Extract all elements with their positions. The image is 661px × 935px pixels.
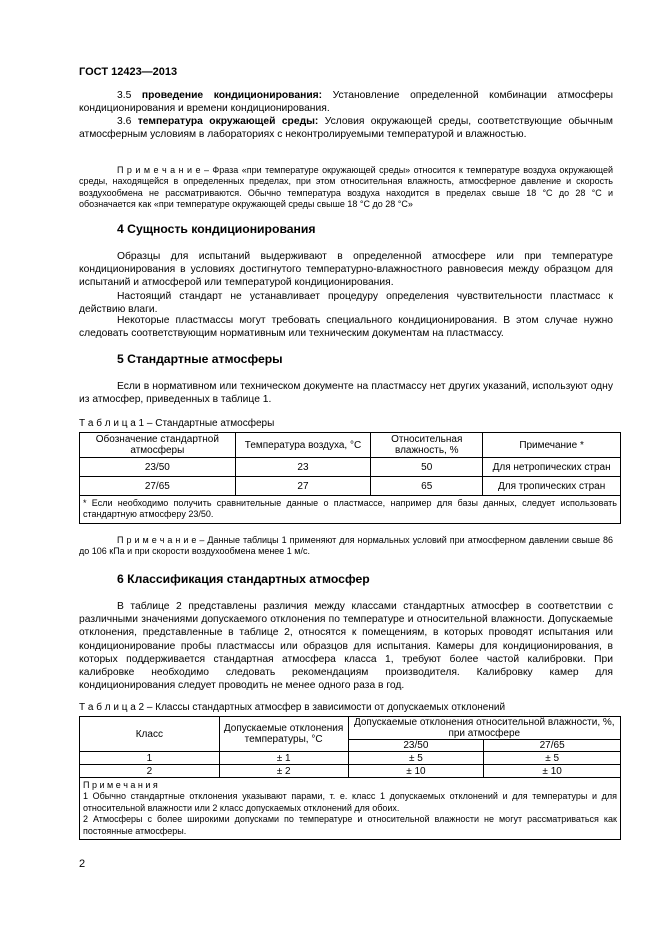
table-header-cell: Температура воздуха, °С [235, 433, 371, 458]
table-cell: Для нетропических стран [483, 458, 621, 477]
table-header-cell: Обозначение стандартной атмосферы [80, 433, 236, 458]
table-cell: ± 1 [219, 752, 348, 765]
table-row [80, 752, 621, 765]
section-4-heading: 4 Сущность кондиционирования [117, 222, 316, 236]
note-label: П р и м е ч а н и е [117, 535, 197, 545]
section-6-paragraph: В таблице 2 представлены различия между классами стандартных атмосфер в соответствии с различными значениями допускаемого отклонения по температуре и относительной влажности. Допускаемые отклонения, представленные в таблице 2, относятся к помещениям, в которых проводят испытания или кондиционирование пробы пластмассы или образцов для испытания. Камеры для кондиционирования, в которых поддерживается стандартная атмосфера класса 1, требуют более частой калибровки. При калибровке необходимо следовать рекомендациям производителя. Калибровку камер для кондиционирования следует проводить не менее одного раза в год. [79, 601, 613, 692]
table-note-2: 2 Атмосферы с более широкими допусками по температуре и относительной влажности не могут рассматриваться как постоянные атмосферы. [83, 814, 617, 836]
document-header: ГОСТ 12423—2013 [79, 66, 178, 78]
note-text: – Данные таблицы 1 применяют для нормальных условий при атмосферном давлении свыше 86 до 106 кПа и при скорости воздухообмена менее 1 м/с. [79, 535, 613, 557]
table-header-cell: Класс [80, 717, 220, 752]
table-cell: ± 5 [484, 752, 621, 765]
note-label: П р и м е ч а н и е [117, 165, 201, 175]
section-5-heading: 5 Стандартные атмосферы [117, 352, 283, 366]
table-cell: 23/50 [80, 458, 236, 477]
definition-3-6 [79, 115, 613, 141]
table-cell: 23 [235, 458, 371, 477]
table-cell: ± 10 [484, 765, 621, 778]
section-4-paragraph-3: Некоторые пластмассы могут требовать специального кондиционирования. В этом случае нужно следовать соответствующим нормативным или техническим документам на пластмассу. [79, 315, 613, 340]
table-cell: 27/65 [80, 477, 236, 496]
definition-text: Условия окружающей среды, соответствующие обычным атмосферным условиям в лабораториях с неконтролируемыми температурой и влажностью. [79, 116, 613, 141]
table-cell: 50 [371, 458, 483, 477]
definition-term: температура окружающей среды: [137, 116, 319, 127]
table-cell: 65 [371, 477, 483, 496]
table-header-cell: 23/50 [348, 740, 484, 752]
table-note-1: 1 Обычно стандартные отклонения указывают парами, т. е. класс 1 допускаемых отклонений и для температуры и для относительной влажности или 2 класс допускаемых отклонений для обоих. [83, 791, 617, 813]
table-row [80, 477, 621, 496]
table-footnote: * Если необходимо получить сравнительные данные о пластмассе, например для базы данных, следует использовать стандартную атмосферу 23/50. [80, 496, 621, 524]
table-header-cell: Допускаемые отклонения относительной влажности, %, при атмосфере [348, 717, 620, 740]
table-row [80, 458, 621, 477]
definition-text: Установление определенной комбинации атмосферы кондиционирования и времени кондиционирования. [79, 90, 613, 115]
table-caption-text: – Стандартные атмосферы [144, 418, 275, 429]
note-section-3 [79, 165, 613, 211]
table-2-caption [79, 702, 505, 713]
table-2 [79, 716, 621, 840]
section-4-paragraph-2: Настоящий стандарт не устанавливает процедуру определения чувствительности пластмасс к действию влаги. [79, 291, 613, 316]
definition-term: проведение кондиционирования: [141, 90, 323, 101]
note-text: – Фраза «при температуре окружающей среды» относится к температуре воздуха окружающей среды, находящейся в определенных пределах, при этом относительная влажность, атмосферное давление и скорость воздухообмена не рассматриваются. Обычно температура воздуха находится в пределах свыше 18 °С до 28 °С и обозначается как «при температуре окружающей среды свыше 18 °С до 28 °С» [79, 165, 613, 210]
section-4-paragraph-1: Образцы для испытаний выдерживают в определенной атмосфере или при температуре кондиционирования в условиях достигнутого температурно-влажностного равновесия между образцом для испытаний и атмосферой или температурой кондиционирования. [79, 251, 613, 289]
table-cell: ± 2 [219, 765, 348, 778]
definition-3-5 [79, 89, 613, 115]
section-6-heading: 6 Классификация стандартных атмосфер [117, 572, 370, 586]
table-notes [80, 778, 621, 840]
section-5-paragraph: Если в нормативном или техническом документе на пластмассу нет других указаний, используют одну из атмосфер, приведенных в таблице 1. [79, 381, 613, 406]
table-caption-text: – Классы стандартных атмосфер в зависимости от допускаемых отклонений [144, 702, 506, 713]
page-number: 2 [79, 858, 86, 870]
table-row [80, 765, 621, 778]
table-header-cell: Примечание * [483, 433, 621, 458]
table-cell: ± 5 [348, 752, 484, 765]
table-1 [79, 432, 621, 524]
definition-number: 3.5 [117, 90, 132, 101]
table-header-cell: 27/65 [484, 740, 621, 752]
table-cell: 1 [80, 752, 220, 765]
table-notes-title: П р и м е ч а н и я [83, 780, 158, 790]
definition-number: 3.6 [117, 116, 132, 127]
table-caption-label: Т а б л и ц а 2 [79, 702, 145, 713]
table-header-cell: Допускаемые отклонения температуры, °С [219, 717, 348, 752]
table-1-caption [79, 418, 274, 429]
table-cell: 2 [80, 765, 220, 778]
table-caption-label: Т а б л и ц а 1 [79, 418, 145, 429]
table-cell: ± 10 [348, 765, 484, 778]
table-cell: Для тропических стран [483, 477, 621, 496]
note-table-1 [79, 535, 613, 558]
table-header-cell: Относительная влажность, % [371, 433, 483, 458]
table-cell: 27 [235, 477, 371, 496]
